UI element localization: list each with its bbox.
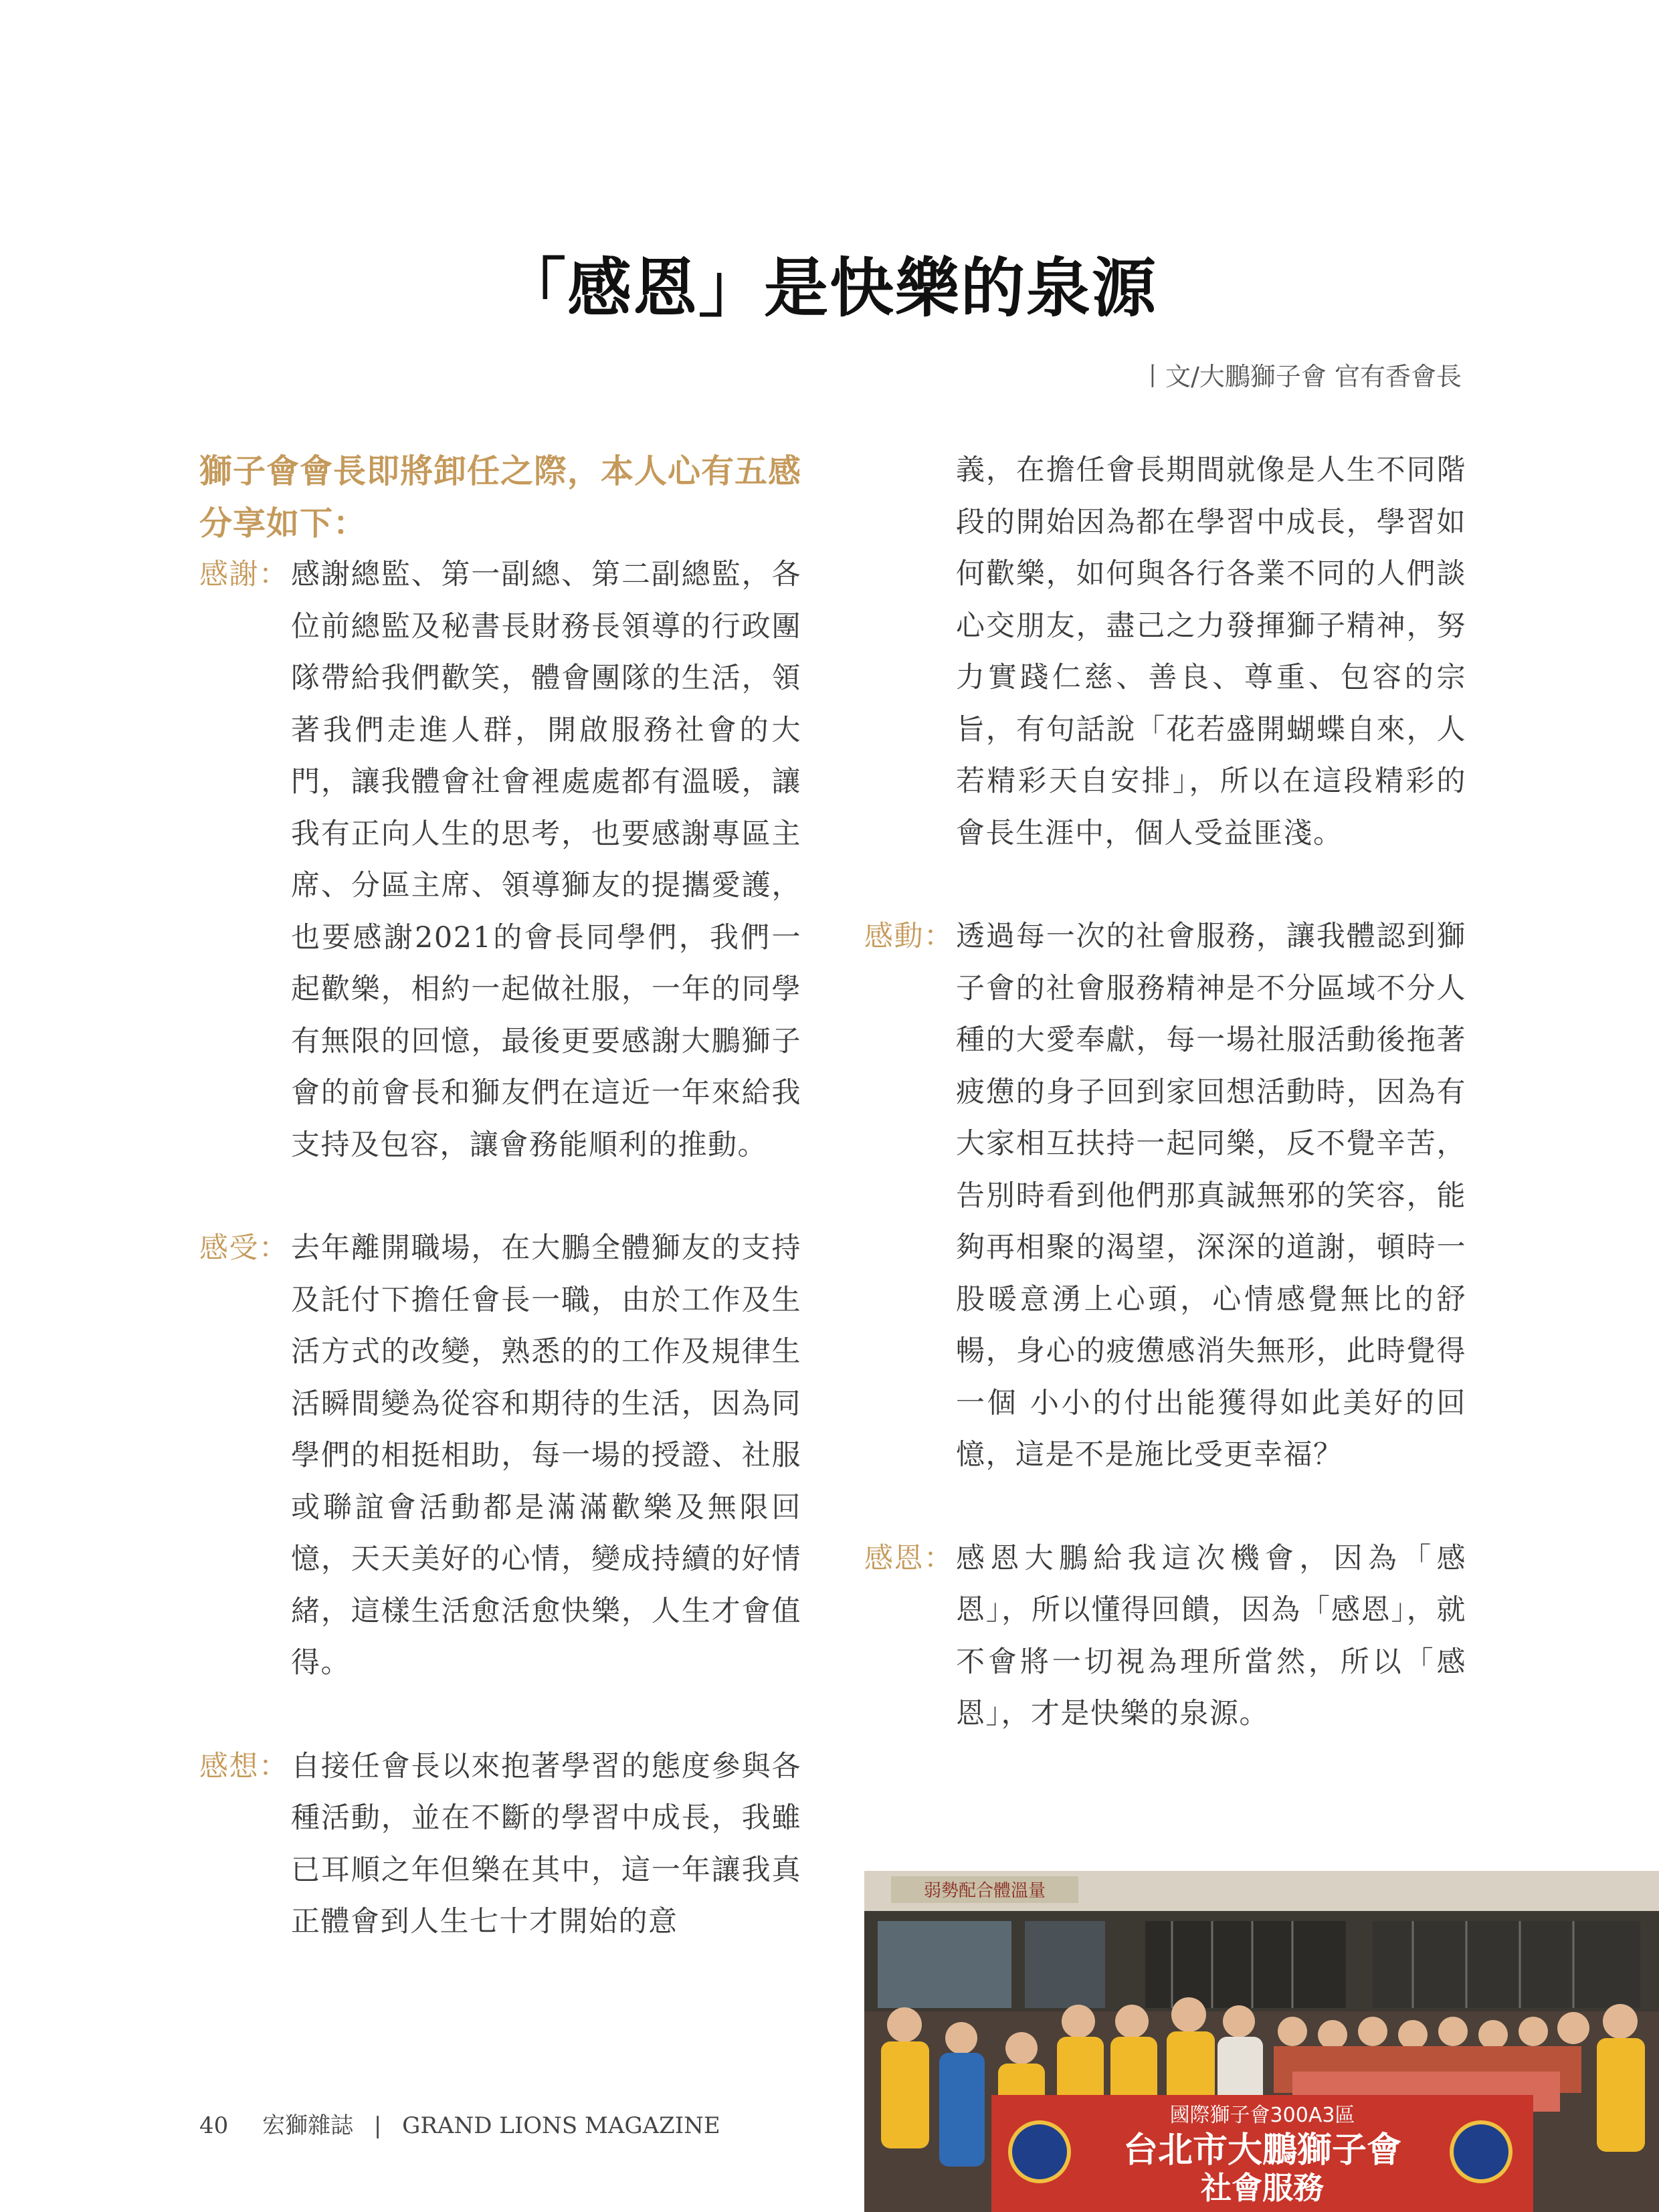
photo-banner-org: 國際獅子會300A3區 [1169, 2104, 1355, 2127]
footer-separator: | [373, 2112, 382, 2139]
section-text-grateful: 感恩大鵬給我這次機會，因為「感恩」，所以懂得回饋，因為「感恩」，就不會將一切視為理所當然，所以「感恩」，才是快樂的泉源。 [956, 1541, 1466, 1730]
section-text-think-part2: 義，在擔任會長期間就像是人生不同階段的開始因為都在學習中成長，學習如何歡樂，如何與各行各業不同的人們談心交朋友，盡己之力發揮獅子精神，努力實踐仁慈、善良、尊重、包容的宗旨，有句話說「花若盛開蝴蝶自來，人若精彩天自安排」，所以在這段精彩的會長生涯中，個人受益匪淺。 [956, 454, 1466, 850]
page-number: 40 [199, 2112, 229, 2139]
section-tag-thanks: 感謝： [199, 558, 289, 591]
section-text-feel: 去年離開職場，在大鵬全體獅友的支持及託付下擔任會長一職，由於工作及生活方式的改變，熟悉的的工作及規律生活瞬間變為從容和期待的生活，因為同學們的相挺相助，每一場的授證、社服或聯誼會活動都是滿滿歡樂及無限回憶，天天美好的心情，變成持續的好情緒，這樣生活愈活愈快樂，人生才會值得。 [291, 1231, 801, 1680]
article-byline: 丨文/大鵬獅子會 官有香會長 [1140, 362, 1462, 391]
section-thanks [199, 549, 801, 1171]
group-photo [864, 1871, 1659, 2212]
section-feel [199, 1223, 801, 1690]
section-tag-feel: 感受： [199, 1231, 289, 1265]
section-text-moved: 透過每一次的社會服務，讓我體認到獅子會的社會服務精神是不分區域不分人種的大愛奉獻，每一場社服活動後拖著疲憊的身子回到家回想活動時，因為有大家相互扶持一起同樂，反不覺辛苦，告別時看到他們那真誠無邪的笑容，能夠再相聚的渴望，深深的道謝，頓時一股暖意湧上心頭，心情感覺無比的舒暢，身心的疲憊感消失無形，此時覺得一個 小小的付出能獲得如此美好的回憶，這是不是施比受更幸福？ [956, 920, 1466, 1472]
photo-sign-text: 弱勢配合體溫量 [923, 1881, 1046, 1901]
article-lead: 獅子會會長即將卸任之際，本人心有五感分享如下： [199, 451, 802, 542]
section-tag-grateful: 感恩： [864, 1541, 954, 1575]
section-tag-moved: 感動： [864, 920, 954, 953]
photo-banner-service: 社會服務 [1201, 2170, 1324, 2206]
right-column [864, 445, 1466, 1740]
magazine-name-cn: 宏獅雜誌 [262, 2112, 354, 2139]
article-title: 「感恩」是快樂的泉源 [502, 250, 1157, 326]
page-footer [199, 2107, 720, 2140]
photo-banner-club: 台北市大鵬獅子會 [1123, 2130, 1402, 2171]
section-tag-think: 感想： [199, 1749, 289, 1783]
section-grateful [864, 1533, 1466, 1740]
section-text-thanks: 感謝總監、第一副總、第二副總監，各位前總監及秘書長財務長領導的行政團隊帶給我們歡笑，體會團隊的生活，領著我們走進人群，開啟服務社會的大門，讓我體會社會裡處處都有溫暖，讓我有正向人生的思考，也要感謝專區主席、分區主席、領導獅友的提攜愛護， 也要感謝2021的會長同學們，我們一起歡樂，相約一起做社服，一年的同學有無限的回憶，最後更要感謝大鵬獅子會的前會長和獅友們在這近一年來給我支持及包容，讓會務能順利的推動。 [291, 558, 801, 1162]
section-moved [864, 911, 1466, 1482]
magazine-name-en: GRAND LIONS MAGAZINE [402, 2112, 720, 2139]
left-column [199, 445, 801, 1948]
section-text-think-part1: 自接任會長以來抱著學習的態度參與各種活動，並在不斷的學習中成長，我雖已耳順之年但樂在其中，這一年讓我真正體會到人生七十才開始的意 [291, 1749, 801, 1938]
section-think [199, 1741, 801, 1948]
